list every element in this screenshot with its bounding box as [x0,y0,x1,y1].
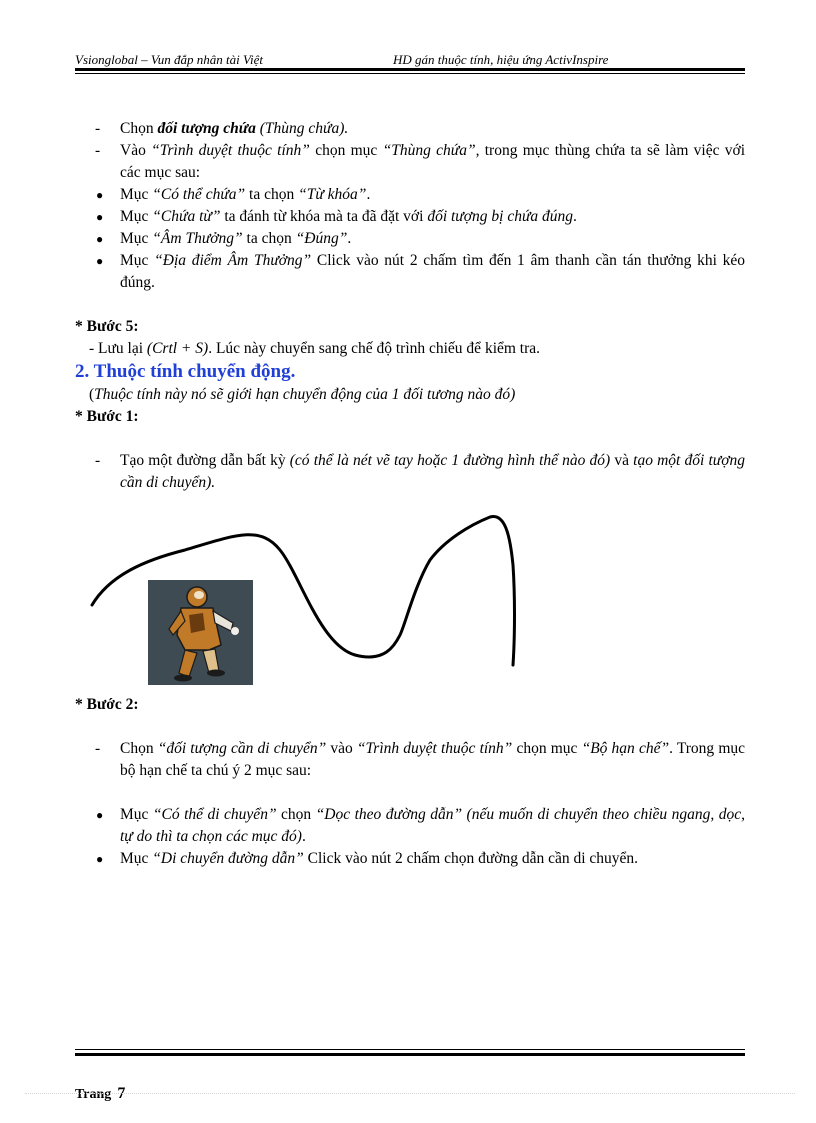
footer-rule-thick [75,1053,745,1056]
step5-text: - Lưu lại (Crtl + S). Lúc này chuyển sang chế độ trình chiếu để kiểm tra. [89,340,541,357]
bullet-item: ● Mục “Địa điểm Âm Thưởng” Click vào nút 2 chấm tìm đến 1 âm thanh cần tán thưởng khi kéo đúng. [96,252,745,291]
astronaut-image [148,580,253,685]
bullet-marker: ● [96,210,104,224]
section-title: 2. Thuộc tính chuyển động. [75,361,296,382]
bullet-marker: ● [96,254,104,268]
page-edge-dots [25,1093,795,1094]
dash-marker: - [95,740,101,757]
list-item: - Chọn “đối tượng cần di chuyển” vào “Trình duyệt thuộc tính” chọn mục “Bộ hạn chế”. Trong mục bộ hạn chế ta chú ý 2 mục sau: [95,740,745,779]
bullet-item: ● Mục “Có thể chứa” ta chọn “Từ khóa”. [75,184,745,206]
step2-heading: * Bước 2: [75,696,139,713]
bullet-marker: ● [96,232,104,246]
dash-marker: - [95,452,101,469]
step5-heading: * Bước 5: [75,318,139,335]
header-rule-thick [75,68,745,71]
bullet-item: ● Mục “Âm Thưởng” ta chọn “Đúng”. [75,228,745,250]
bullet-marker: ● [96,852,104,866]
dash-marker: - [95,120,101,137]
page-number: 7 [117,1085,126,1102]
header-rule-thin [75,73,745,74]
page-header [75,50,745,70]
bullet-item: ● Mục “Có thể di chuyển” chọn “Dọc theo đường dẫn” (nếu muốn di chuyển theo chiều ngang, dọc, tự do thì ta chọn các mục đó). [96,806,745,845]
list-item: - Tạo một đường dẫn bất kỳ (có thể là nét vẽ tay hoặc 1 đường hình thể nào đó) và tạo một đối tượng cần di chuyển). [95,452,745,491]
document-body [75,118,745,870]
bullet-item: ● Mục “Di chuyển đường dẫn” Click vào nút 2 chấm chọn đường dẫn cần di chuyển. [75,848,745,870]
list-item: - Vào “Trình duyệt thuộc tính” chọn mục “Thùng chứa”, trong mục thùng chứa ta sẽ làm việc với các mục sau: [95,142,746,181]
footer-label: Trang [75,1087,112,1102]
step1-heading: * Bước 1: [75,408,139,425]
list-item: - Chọn đối tượng chứa (Thùng chứa). [75,118,745,140]
path-illustration [85,505,525,690]
page-footer [75,1085,125,1103]
bullet-item: ● Mục “Chứa từ” ta đánh từ khóa mà ta đã đặt với đối tượng bị chứa đúng. [75,206,745,228]
bullet-marker: ● [96,808,104,822]
bullet-marker: ● [96,188,104,202]
header-left: Vsionglobal – Vun đắp nhân tài Việt [75,52,264,67]
header-right: HD gán thuộc tính, hiệu ứng ActivInspire [393,52,609,67]
footer-rule-thin [75,1049,745,1050]
section-note: (Thuộc tính này nó sẽ giới hạn chuyển động của 1 đối tương nào đó) [89,386,516,403]
dash-marker: - [95,142,101,159]
